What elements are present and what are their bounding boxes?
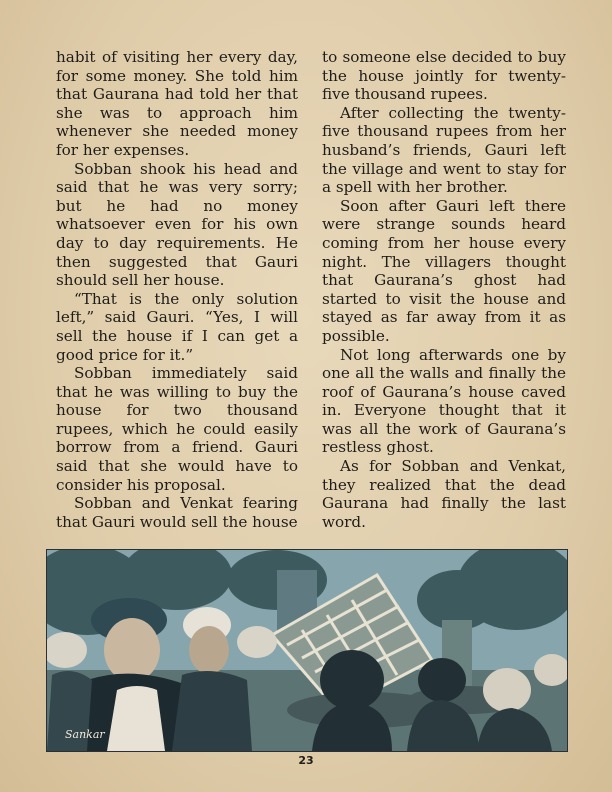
- paragraph: Not long afterwards one by one all the walls and finally the roof of Gaurana’s house caved in. Everyone thought that it was all the work of Gaurana’s restless ghost.: [322, 345, 566, 457]
- paragraph: habit of visiting her every day, for some money. She told him that Gaurana had told her that she was to approach him whenever she needed money for her expenses.: [56, 48, 298, 159]
- paragraph: As for Sobban and Venkat, they realized that the dead Gaurana had finally the last word.: [322, 457, 566, 531]
- right-text-column: [322, 48, 566, 531]
- paragraph: Soon after Gauri left there were strange sounds heard coming from her house every night. The villagers thought that Gaurana’s ghost had started to visit the house and stayed as far away from it as possible.: [322, 196, 566, 345]
- paragraph: Sobban shook his head and said that he was very sorry; but he had no money whatsoever even for his own day to day requirements. He then suggested that Gauri should sell her house.: [56, 159, 298, 290]
- page-number: 23: [298, 754, 314, 767]
- artist-signature: Sankar: [65, 728, 105, 741]
- left-text-column: [56, 48, 298, 531]
- paragraph: Sobban and Venkat fearing that Gauri would sell the house: [56, 494, 298, 531]
- paragraph: After collecting the twenty-five thousand rupees from her husband’s friends, Gauri left the village and went to stay for a spell with her brother.: [322, 103, 566, 197]
- paragraph: “That is the only solution left,” said Gauri. “Yes, I will sell the house if I can get a good price for it.”: [56, 289, 298, 364]
- paragraph: to someone else decided to buy the house jointly for twenty-five thousand rupees.: [322, 48, 566, 104]
- paragraph: Sobban immediately said that he was willing to buy the house for two thousand rupees, which he could easily borrow from a friend. Gauri said that she would have to consider his proposal.: [56, 364, 298, 494]
- story-illustration: [46, 549, 568, 752]
